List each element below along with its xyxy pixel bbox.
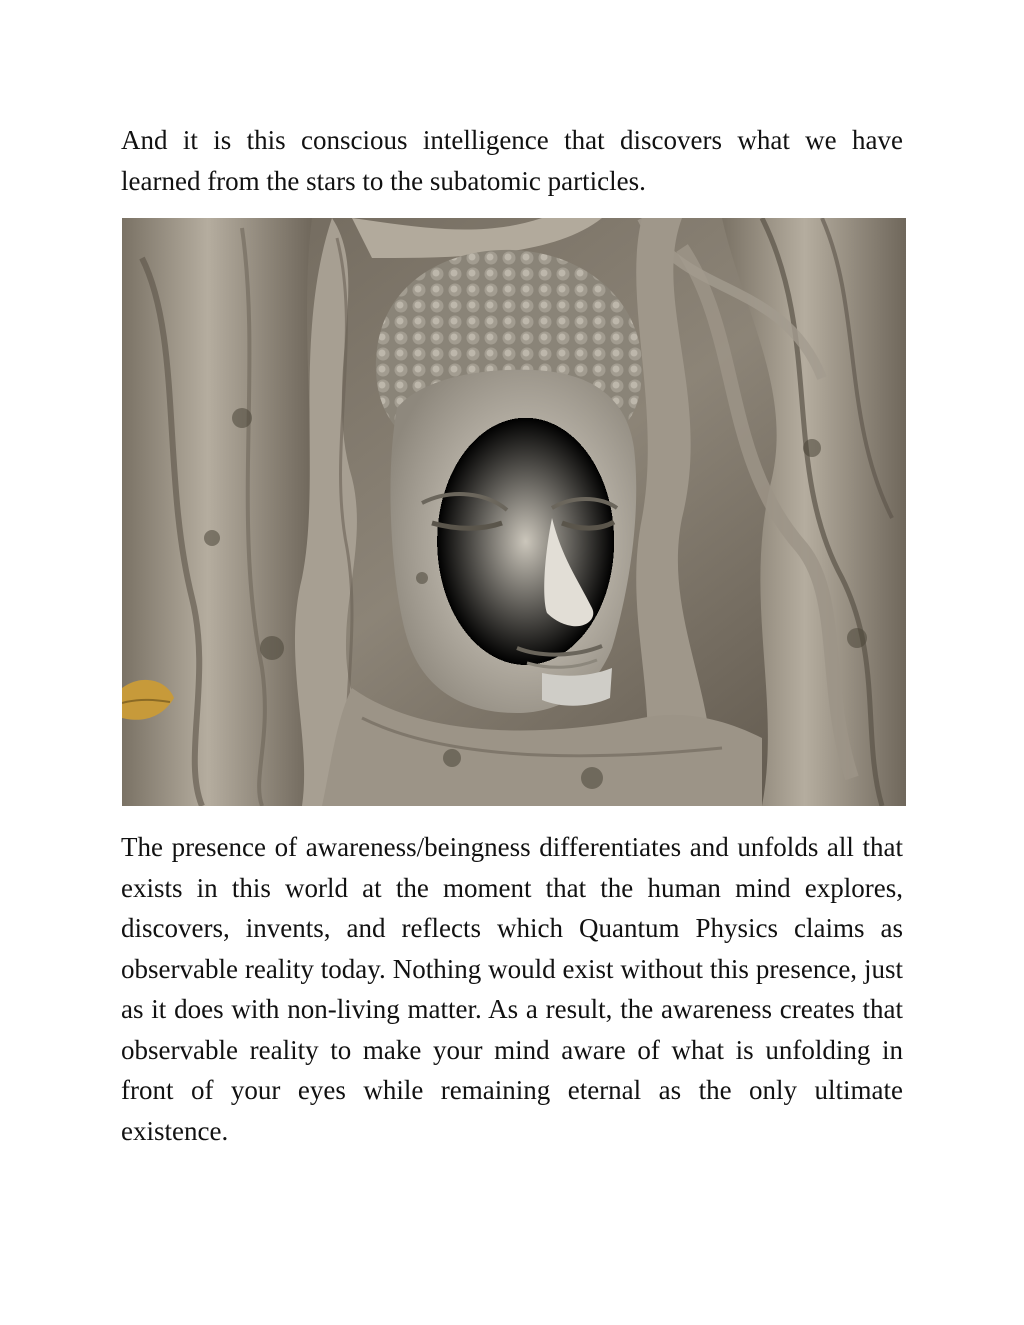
body-paragraph-intro: And it is this conscious intelligence that discovers what we have learned from the stars to the subatomic particles. (121, 125, 903, 196)
buddha-head-in-tree-roots-icon (122, 218, 906, 806)
body-paragraph-awareness: The presence of awareness/beingness differentiates and unfolds all that exists in this world at the moment that the human mind explores, discovers, invents, and reflects which Quantum Physics claims as observable reality today. Nothing would exist without this presence, just as it does with non-living matter. As a result, the awareness creates that observable reality to make your mind aware of what is unfolding in front of your eyes while remaining eternal as the only ultimate existence. (121, 832, 903, 1146)
buddha-head-tree-roots-image (122, 218, 906, 806)
